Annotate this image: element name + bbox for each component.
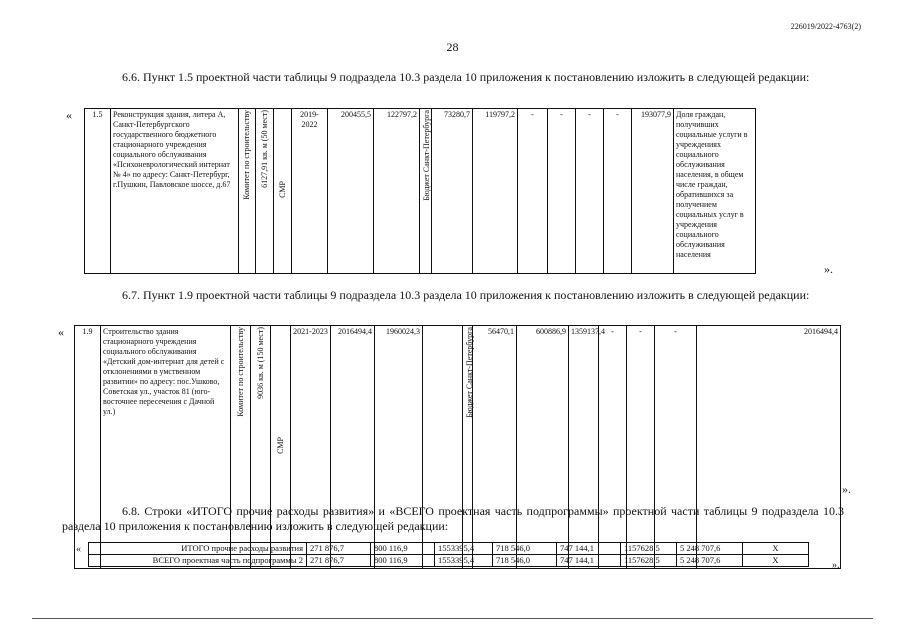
work-type: СМР [277, 181, 287, 198]
total-cell: 1157628,5 [621, 543, 677, 555]
value-3: 119797,2 [473, 109, 518, 274]
open-quote: « [58, 325, 64, 339]
paragraph-6-6: 6.6. Пункт 1.5 проектной части таблицы 9 подраздела 10.3 раздела 10 приложения к постановлению изложить в следующей редакции: [122, 70, 810, 84]
paragraph-6-7: 6.7. Пункт 1.9 проектной части таблицы 9 подраздела 10.3 раздела 10 приложения к постановлению изложить в следующей редакции: [122, 288, 810, 302]
committee: Комитет по строительству [242, 110, 251, 200]
bottom-rule [32, 618, 873, 619]
dash-3: - [655, 326, 697, 569]
total-cell: 271 876,7 [307, 543, 371, 555]
open-quote: « [66, 108, 72, 122]
period: 2021-2023 [291, 326, 331, 569]
value-2: 73280,7 [432, 109, 473, 274]
row-number: 1.9 [75, 326, 101, 569]
total-cell: 718 546,0 [493, 543, 557, 555]
total-label: ВСЕГО проектная часть подпрограммы 2 [89, 555, 307, 567]
total-cell: 5 248 707,6 [677, 555, 743, 567]
value-2: 56470,1 [473, 326, 517, 569]
capacity: 9036 кв. м (150 мест) [255, 327, 265, 399]
total-value: 200455,5 [328, 109, 374, 274]
dash-3: - [576, 109, 604, 274]
total-cell: X [743, 543, 809, 555]
total-cell: 800 116,9 [371, 555, 435, 567]
total-cell: 5 248 707,6 [677, 543, 743, 555]
open-quote: « [76, 544, 81, 555]
row-number: 1.5 [85, 109, 111, 274]
indicator-text: Доля граждан, получивших социальные услуги в учреждениях социального обслуживания населения, в общем числе граждан, обратившихся за получением социальных услуг в учреждения социального обслуживания населения [674, 109, 756, 274]
close-quote: ». [842, 482, 851, 496]
sum-value: 193077,9 [632, 109, 674, 274]
close-quote: ». [832, 560, 840, 571]
close-quote: ». [824, 262, 833, 276]
table-row [89, 543, 809, 555]
total-value: 2016494,4 [331, 326, 375, 569]
total-cell: X [743, 555, 809, 567]
value-1: 1960024,3 [375, 326, 423, 569]
total-cell: 747 144,1 [557, 555, 621, 567]
table-row-1-5 [84, 108, 756, 274]
value-3: 600886,9 [517, 326, 569, 569]
total-cell: 1553395,4 [435, 543, 493, 555]
total-cell: 747 144,1 [557, 543, 621, 555]
period: 2019-2022 [292, 109, 328, 274]
total-cell: 1157628,5 [621, 555, 677, 567]
table-row [89, 555, 809, 567]
sum-value: 2016494,4 [697, 326, 841, 569]
dash-1: - [599, 326, 627, 569]
page-number: 28 [446, 40, 459, 54]
budget-cell [420, 109, 432, 274]
dash-4: - [604, 109, 632, 274]
object-name: Реконструкция здания, литера А, Санкт-Петербургского государственного бюджетного стационарного учреждения социального обслуживания «Психоневрологический интернат № 4» по адресу: Санкт-Петербург, г.Пушкин, Павловское шоссе, д.67 [111, 109, 239, 274]
capacity-cell [256, 109, 274, 274]
work-type: СМР [275, 437, 285, 454]
budget-source: Бюджет Санкт-Петербурга [422, 110, 431, 201]
work-type-cell [274, 109, 292, 274]
total-cell: 800 116,9 [371, 543, 435, 555]
value-4: 1359137,4 [569, 326, 599, 569]
value-1: 122797,2 [374, 109, 420, 274]
total-label: ИТОГО прочие расходы развития [89, 543, 307, 555]
committee: Комитет по строительству [235, 327, 245, 417]
total-cell: 718 546,0 [493, 555, 557, 567]
object-name: Строительство здания стационарного учреждения социального обслуживания «Детский дом-интернат для детей с отклонениями в умственном развитии» по адресу: пос.Ушково, Советская ул., участок 81 (юго-восточнее пересечения с Дачной ул.) [101, 326, 231, 569]
dash-2: - [627, 326, 655, 569]
budget-source: Бюджет Санкт-Петербурга [465, 327, 474, 418]
document-number: 226019/2022-4763(2) [790, 22, 861, 31]
dash-1: - [518, 109, 548, 274]
total-cell: 1553395,4 [435, 555, 493, 567]
paragraph-6-8: 6.8. Строки «ИТОГО прочие расходы развития» и «ВСЕГО проектная часть подпрограммы» проектной части таблицы 9 подраздела 10.3 раздела 10 приложения к постановлению изложить в следующей редакции: [62, 504, 844, 533]
capacity: 6127,91 кв. м (50 мест) [259, 110, 269, 188]
dash-2: - [548, 109, 576, 274]
committee-cell [239, 109, 256, 274]
total-cell: 271 876,7 [307, 555, 371, 567]
totals-table [88, 542, 809, 567]
